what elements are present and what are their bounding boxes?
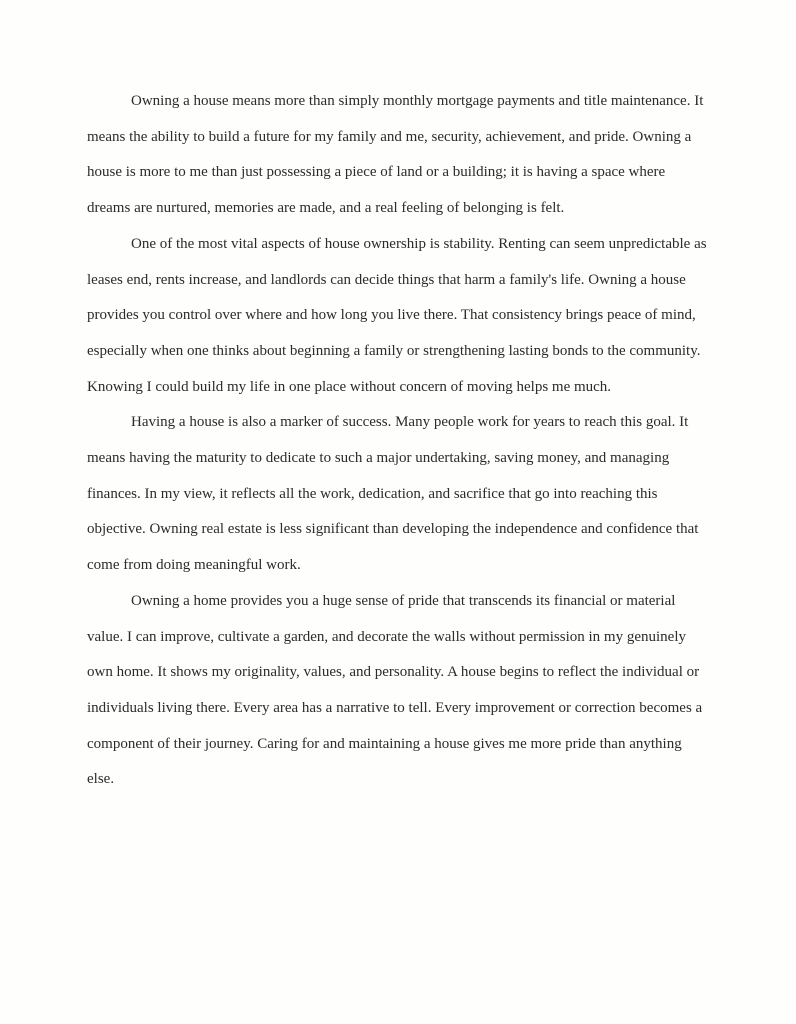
- paragraph-3: Having a house is also a marker of success. Many people work for years to reach this goal. It means having the maturity to dedicate to such a major undertaking, saving money, and managing finances. In my view, it reflects all the work, dedication, and sacrifice that go into reaching this objective. Owning real estate is less significant than developing the independence and confidence that come from doing meaningful work.: [87, 414, 699, 574]
- paragraph-4: Owning a home provides you a huge sense of pride that transcends its financial or material value. I can improve, cultivate a garden, and decorate the walls without permission in my genuinely own home. It shows my originality, values, and personality. A house begins to reflect the individual or individuals living there. Every area has a narrative to tell. Every improvement or correction becomes a component of their journey. Caring for and maintaining a house gives me more pride than anything else.: [87, 592, 703, 788]
- paragraph-2: One of the most vital aspects of house ownership is stability. Renting can seem unpredictable as leases end, rents increase, and landlords can decide things that harm a family's life. Owning a house provides you control over where and how long you live there. That consistency brings peace of mind, especially when one thinks about beginning a family or strengthening lasting bonds to the community. Knowing I could build my life in one place without concern of moving helps me much.: [87, 235, 707, 395]
- paragraph-1: Owning a house means more than simply monthly mortgage payments and title maintenance. It means the ability to build a future for my family and me, security, achievement, and pride. Owning a house is more to me than just possessing a piece of land or a building; it is having a space where dreams are nurtured, memories are made, and a real feeling of belonging is felt.: [87, 93, 704, 217]
- essay-body: [87, 84, 712, 798]
